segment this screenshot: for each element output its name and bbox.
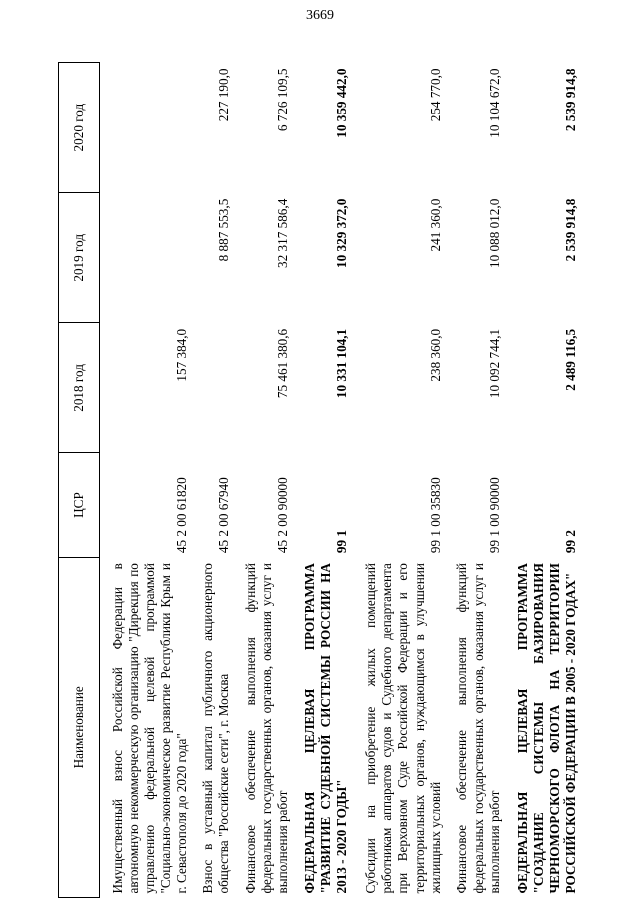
row-2018: 10 331 104,1 [334,328,350,399]
row-name: Взнос в уставный капитал публичного акционерного общества "Российские сети", г. Москва [200,563,232,894]
row-2018: 238 360,0 [427,328,443,382]
row-name: Имущественный взнос Российской Федерации в автономную некоммерческую организацию "Дирекция по управлению федеральной целевой программой "Социально-экономическое развитие Республики Крым и г. Севастополя до 2020 года" [109,563,190,894]
row-2020: 254 770,0 [427,68,443,122]
row-2019: 2 539 914,8 [562,198,578,262]
row-2019 [100,193,194,323]
row-name: ФЕДЕРАЛЬНАЯ ЦЕЛЕВАЯ ПРОГРАММА "СОЗДАНИЕ СИСТЕМЫ БАЗИРОВАНИЯ ЧЕРНОМОРСКОГО ФЛОТА НА ТЕРРИТОРИИ РОССИЙСКОЙ ФЕДЕРАЦИИ В 2005 - 2020 ГОДАХ" [514,563,578,894]
row-2020: 6 726 109,5 [275,68,291,132]
row-2019: 241 360,0 [427,198,443,252]
page-number: 3669 [306,8,334,23]
row-name: Финансовое обеспечение выполнения функций федеральных государственных органов, оказания услуг и выполнения работ [454,563,502,894]
table-header-row [59,63,100,898]
row-csr: 45 2 00 67940 [216,477,232,554]
row-2020: 10 359 442,0 [334,68,350,138]
row-2018: 2 489 116,5 [562,328,578,391]
header-name: Наименование [59,557,100,897]
row-name: Финансовое обеспечение выполнения функций федеральных государственных органов, оказания услуг и выполнения работ [243,563,291,894]
row-2019: 32 317 586,4 [275,198,291,268]
table-row [235,63,294,898]
row-csr: 99 2 [562,530,578,554]
row-2018: 157 384,0 [174,328,190,382]
row-name: Субсидии на приобретение жилых помещений работникам аппаратов судов и Судебного департамента при Верховном Суде Российской Федерации и его территориальных органов, нуждающимся в улучшении жилищных условий [363,563,443,894]
budget-table [58,62,582,898]
table-row [447,63,506,898]
rotated-table-sheet [58,62,582,898]
row-2020 [100,63,194,193]
row-2019: 10 329 372,0 [334,198,350,268]
row-2020: 227 190,0 [216,68,232,122]
table-row [193,63,235,898]
table-row-program-total [506,63,582,898]
row-2020: 2 539 914,8 [562,68,578,132]
row-csr: 99 1 00 90000 [486,477,502,554]
row-2018: 10 092 744,1 [486,328,502,399]
row-csr: 99 1 00 35830 [427,477,443,554]
row-csr: 45 2 00 61820 [174,477,190,554]
row-2019: 8 887 553,5 [216,198,232,262]
header-csr: ЦСР [59,453,100,557]
header-2019: 2019 год [59,193,100,323]
row-2018: 75 461 380,6 [275,328,291,399]
row-name: ФЕДЕРАЛЬНАЯ ЦЕЛЕВАЯ ПРОГРАММА "РАЗВИТИЕ СУДЕБНОЙ СИСТЕМЫ РОССИИ НА 2013 - 2020 ГОДЫ" [302,563,350,894]
header-2018: 2018 год [59,323,100,453]
row-2019: 10 088 012,0 [486,198,502,268]
table-row-program-total [294,63,353,898]
row-csr: 99 1 [334,530,350,554]
row-csr: 45 2 00 90000 [275,477,291,554]
header-2020: 2020 год [59,63,100,193]
table-row [100,63,194,898]
row-2018 [193,323,235,453]
table-row [353,63,446,898]
row-2020: 10 104 672,0 [486,68,502,138]
